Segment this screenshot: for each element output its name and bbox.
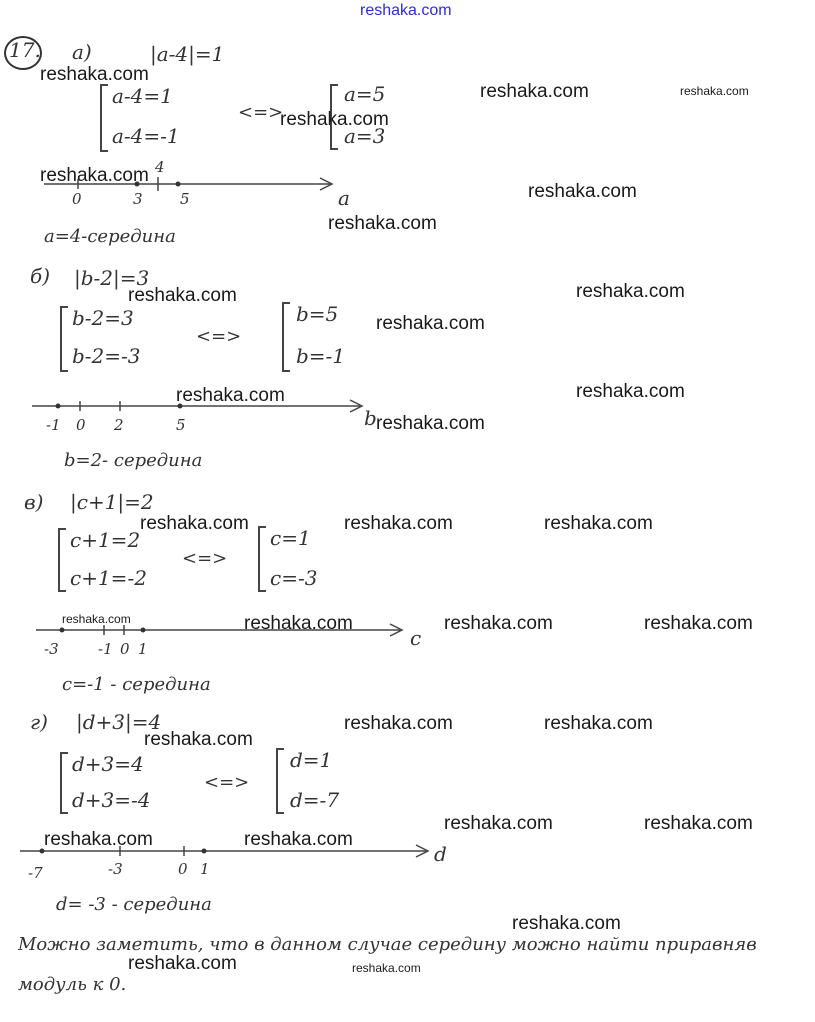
part-c-label: в) (24, 490, 44, 514)
part-c-axis-variable: c (410, 626, 422, 650)
watermark: reshaka.com (480, 81, 589, 102)
watermark: reshaka.com (544, 713, 653, 734)
part-a-point-5 (176, 182, 181, 187)
part-c-system-eq1: c+1=2 (70, 528, 141, 552)
part-d-tick-minus7: -7 (28, 864, 43, 882)
part-a-label: а) (72, 40, 92, 64)
watermark: reshaka.com (280, 109, 389, 130)
part-a-conclusion: a=4-середина (44, 226, 176, 247)
part-b-tick-minus1: -1 (46, 416, 61, 434)
watermark: reshaka.com (128, 953, 237, 974)
part-c-equation: |c+1|=2 (70, 490, 154, 514)
watermark: reshaka.com (444, 813, 553, 834)
watermark: reshaka.com (344, 513, 453, 534)
part-b-conclusion: b=2- середина (64, 450, 203, 471)
part-a-axis-variable: a (338, 186, 350, 210)
part-d-system-eq2: d+3=-4 (72, 788, 151, 812)
watermark: reshaka.com (244, 613, 353, 634)
watermark: reshaka.com (144, 729, 253, 750)
part-b-result-1: b=5 (296, 302, 339, 326)
watermark: reshaka.com (576, 281, 685, 302)
part-d-label: г) (30, 710, 48, 734)
watermark: reshaka.com (680, 84, 749, 98)
part-d-axis-variable: d (434, 842, 447, 866)
watermark: reshaka.com (176, 385, 285, 406)
problem-number: 17. (9, 38, 41, 62)
footer-note-line2: модуль к 0. (18, 974, 127, 995)
watermark: reshaka.com (344, 713, 453, 734)
part-a-result-2: a=3 (344, 124, 386, 148)
watermark: reshaka.com (376, 413, 485, 434)
part-c-point-1 (141, 628, 146, 633)
part-c-result-2: c=-3 (270, 566, 318, 590)
watermark: reshaka.com (40, 165, 149, 186)
part-d-tick-0: 0 (178, 860, 188, 878)
part-d-result-1: d=1 (290, 748, 333, 772)
part-d-tick-minus3: -3 (108, 860, 123, 878)
watermark: reshaka.com (352, 961, 421, 975)
part-d-equation: |d+3|=4 (76, 710, 162, 734)
watermark: reshaka.com (328, 213, 437, 234)
part-c-result-1: c=1 (270, 526, 311, 550)
watermark: reshaka.com (128, 285, 237, 306)
site-header[interactable]: reshaka.com (360, 2, 452, 19)
watermark: reshaka.com (444, 613, 553, 634)
watermark: reshaka.com (512, 913, 621, 934)
watermark: reshaka.com (244, 829, 353, 850)
watermark: reshaka.com (62, 612, 131, 626)
part-c-conclusion: c=-1 - середина (62, 674, 211, 695)
watermark: reshaka.com (44, 829, 153, 850)
part-a-equivalence-arrow: <=> (238, 102, 284, 123)
part-d-conclusion: d= -3 - середина (56, 894, 212, 915)
part-b-system-eq1: b-2=3 (72, 306, 134, 330)
part-b-axis-variable: b (364, 406, 377, 430)
part-a-system-eq1: a-4=1 (112, 84, 173, 108)
watermark: reshaka.com (376, 313, 485, 334)
watermark: reshaka.com (576, 381, 685, 402)
part-a-system-eq2: a-4=-1 (112, 124, 180, 148)
watermark: reshaka.com (140, 513, 249, 534)
part-b-result-2: b=-1 (296, 344, 346, 368)
part-d-tick-1: 1 (200, 860, 210, 878)
part-c-tick-0: 0 (120, 640, 130, 658)
part-d-point-1 (202, 849, 207, 854)
part-b-equivalence-arrow: <=> (196, 326, 242, 347)
part-d-result-2: d=-7 (290, 788, 340, 812)
part-d-system-eq1: d+3=4 (72, 752, 144, 776)
part-b-tick-5: 5 (176, 416, 186, 434)
part-c-tick-1: 1 (138, 640, 148, 658)
part-a-result-1: a=5 (344, 82, 386, 106)
part-b-point-minus1 (56, 404, 61, 409)
part-d-equivalence-arrow: <=> (204, 772, 250, 793)
part-b-equation: |b-2|=3 (74, 266, 150, 290)
part-b-system-eq2: b-2=-3 (72, 344, 141, 368)
part-b-tick-0: 0 (76, 416, 86, 434)
part-c-tick-minus1: -1 (98, 640, 113, 658)
part-c-tick-minus3: -3 (44, 640, 59, 658)
part-a-tick-4: 4 (155, 158, 165, 176)
watermark: reshaka.com (644, 613, 753, 634)
part-a-tick-3: 3 (133, 190, 143, 208)
watermark: reshaka.com (544, 513, 653, 534)
part-c-point-minus3 (60, 628, 65, 633)
part-b-tick-2: 2 (114, 416, 124, 434)
part-a-equation: |a-4|=1 (150, 42, 225, 66)
watermark: reshaka.com (528, 181, 637, 202)
watermark: reshaka.com (40, 64, 149, 85)
part-c-system-eq2: c+1=-2 (70, 566, 147, 590)
part-c-equivalence-arrow: <=> (182, 548, 228, 569)
part-a-tick-5: 5 (180, 190, 190, 208)
part-b-label: б) (30, 264, 51, 288)
footer-note-line1: Можно заметить, что в данном случае середину можно найти приравняв (18, 934, 757, 955)
part-a-tick-0: 0 (72, 190, 82, 208)
watermark: reshaka.com (644, 813, 753, 834)
